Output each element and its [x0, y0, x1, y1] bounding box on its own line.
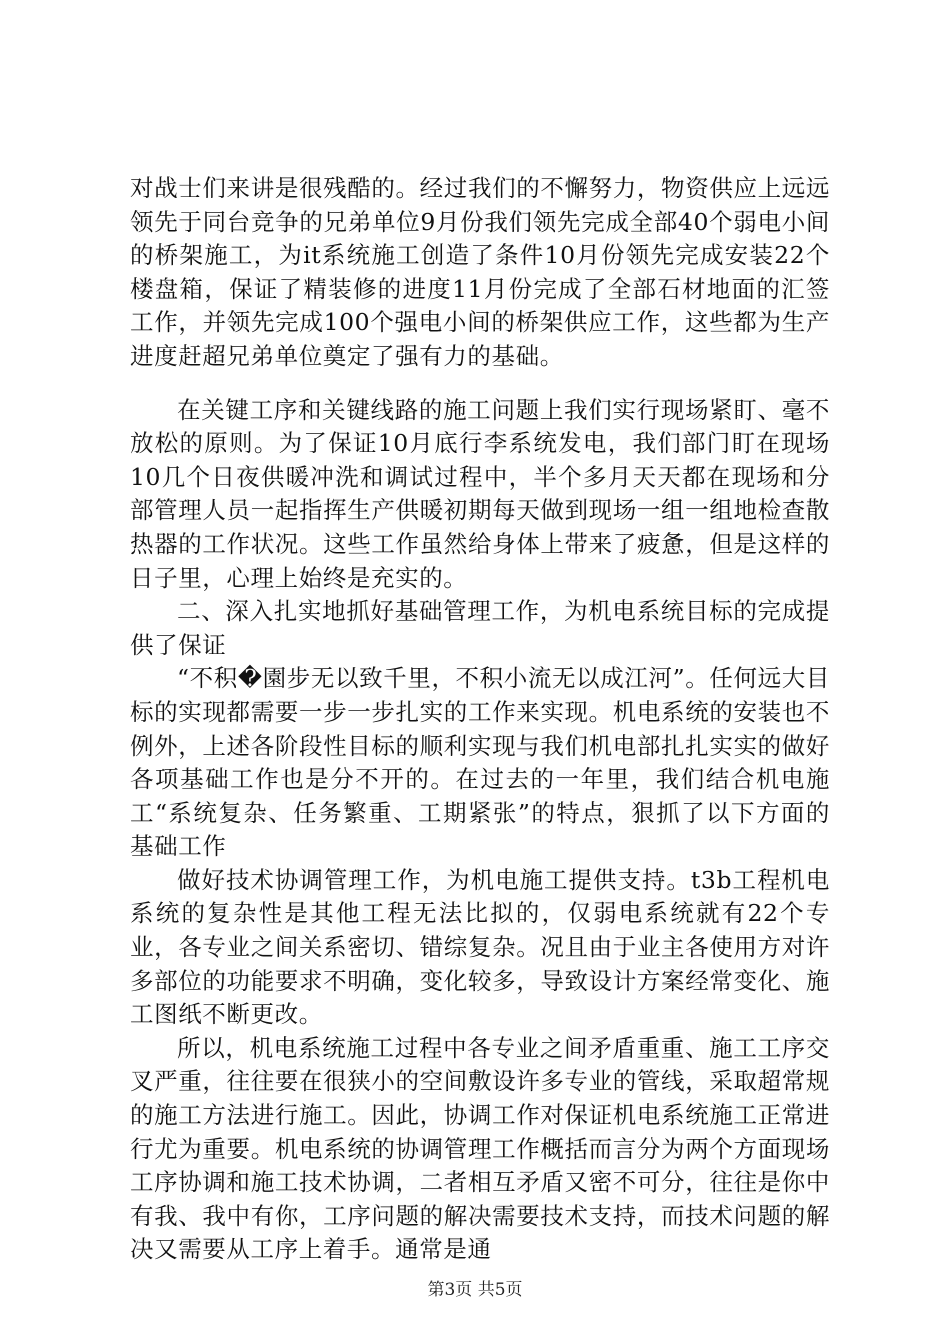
document-body: [130, 172, 830, 1267]
paragraph-3: “不积�園步无以致千里，不积小流无以成江河”。任何远大目标的实现都需要一步一步扎实的工作来实现。机电系统的安装也不例外，上述各阶段性目标的顺利实现与我们机电部扎扎实实的做好各项基础工作也是分不开的。在过去的一年里，我们结合机电施工“系统复杂、任务繁重、工期紧张”的特点，狠抓了以下方面的基础工作: [130, 664, 830, 861]
page-footer: 第3页 共5页: [427, 1280, 523, 1300]
paragraph-2: 在关键工序和关键线路的施工问题上我们实行现场紧盯、毫不放松的原则。为了保证10月底行李系统发电，我们部门盯在现场10几个日夜供暖冲洗和调试过程中，半个多月天天都在现场和分部管理人员一起指挥生产供暖初期每天做到现场一组一组地检查散热器的工作状况。这些工作虽然给身体上带来了疲惫，但是这样的日子里，心理上始终是充实的。: [130, 395, 830, 592]
section-heading: 二、深入扎实地抓好基础管理工作，为机电系统目标的完成提供了保证: [130, 597, 830, 659]
paragraph-5: 所以，机电系统施工过程中各专业之间矛盾重重、施工工序交叉严重，往往要在很狭小的空间敷设许多专业的管线，采取超常规的施工方法进行施工。因此，协调工作对保证机电系统施工正常进行尤为重要。机电系统的协调管理工作概括而言分为两个方面现场工序协调和施工技术协调，二者相互矛盾又密不可分，往往是你中有我、我中有你，工序问题的解决需要技术支持，而技术问题的解决又需要从工序上着手。通常是通: [130, 1033, 830, 1264]
paragraph-1: 对战士们来讲是很残酷的。经过我们的不懈努力，物资供应上远远领先于同台竞争的兄弟单位9月份我们领先完成全部40个弱电小间的桥架施工，为it系统施工创造了条件10月份领先完成安装22个楼盘箱，保证了精装修的进度11月份完成了全部石材地面的汇签工作，并领先完成100个强电小间的桥架供应工作，这些都为生产进度赶超兄弟单位奠定了强有力的基础。: [130, 174, 830, 370]
paragraph-4: 做好技术协调管理工作，为机电施工提供支持。t3b工程机电系统的复杂性是其他工程无法比拟的，仅弱电系统就有22个专业，各专业之间关系密切、错综复杂。况且由于业主各使用方对许多部位的功能要求不明确，变化较多，导致设计方案经常变化、施工图纸不断更改。: [130, 865, 830, 1029]
